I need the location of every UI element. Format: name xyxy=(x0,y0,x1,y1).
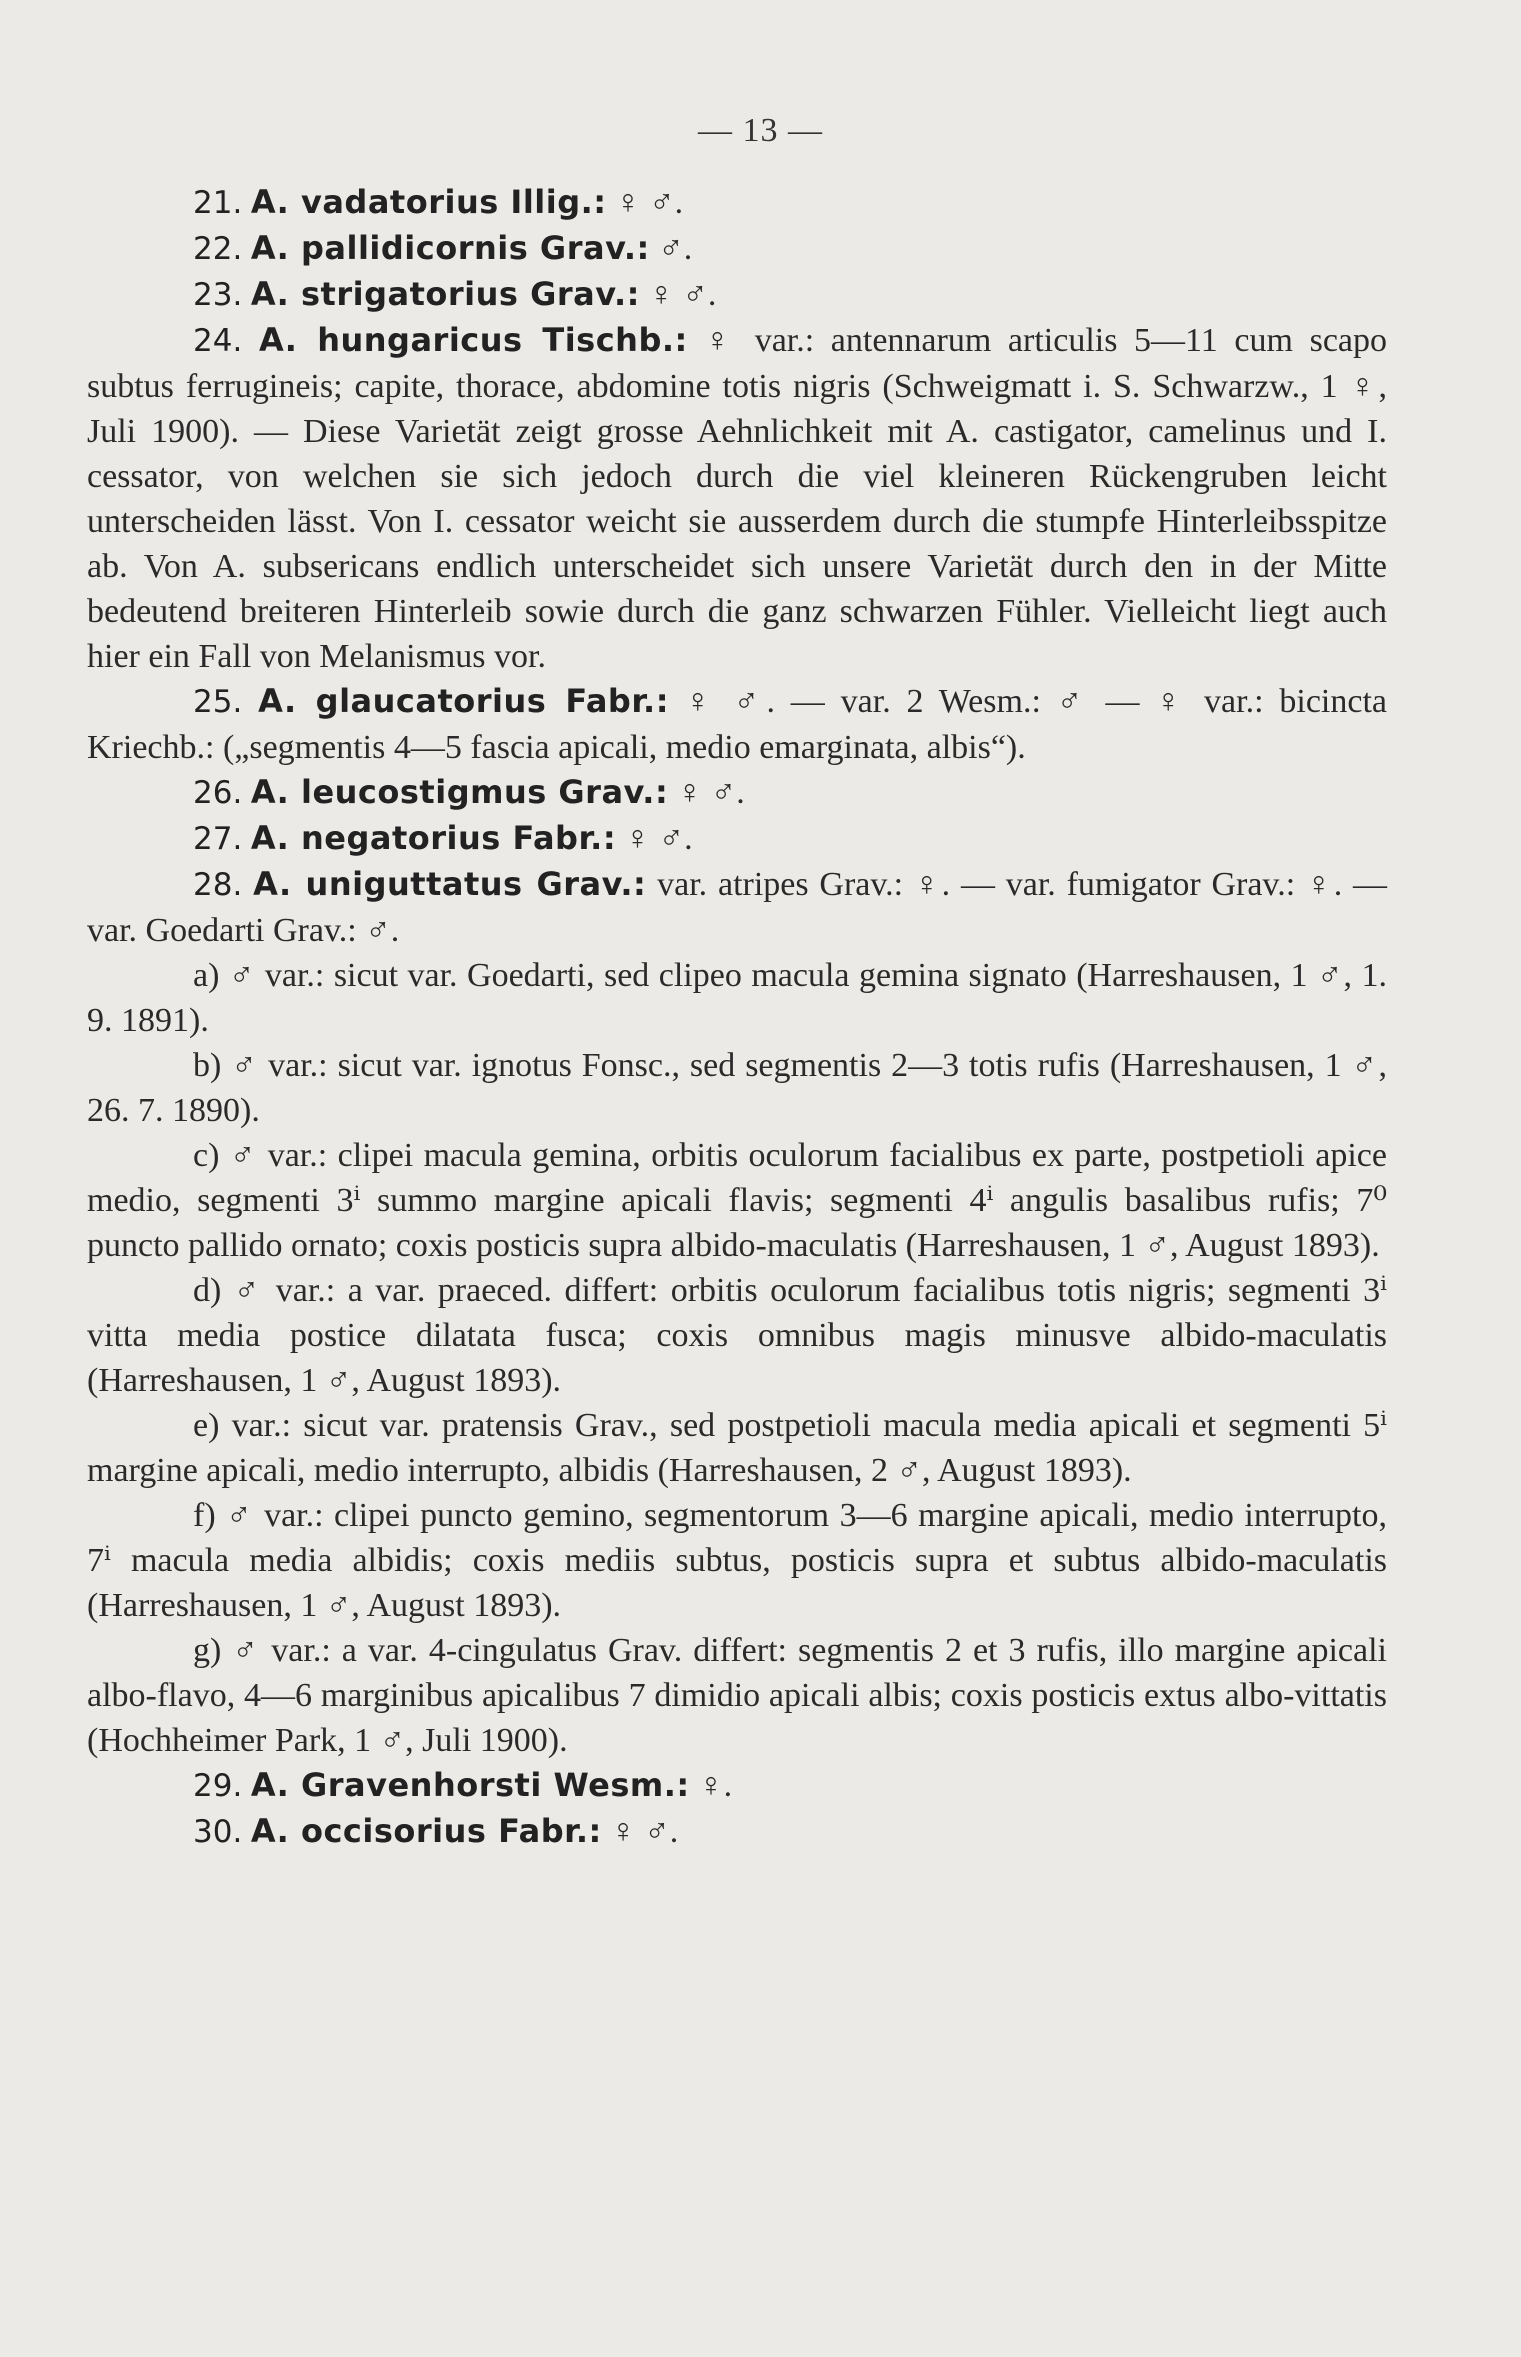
entry-text: ♀ ♂. xyxy=(606,184,684,221)
entry-number: 25. xyxy=(193,684,243,720)
species-name: A. uniguttatus Grav.: xyxy=(253,865,647,903)
entry-text: ♀ ♂. xyxy=(601,1813,679,1850)
variant-e: e) var.: sicut var. pratensis Grav., sed postpetioli macula media apicali et segmenti 5ⁱ margine apicali, medio interrupto, albidis (Harreshausen, 2 ♂, August 1893). xyxy=(87,1407,1387,1489)
species-name: A. pallidicornis Grav.: xyxy=(250,229,650,267)
species-entry-29 xyxy=(87,1763,1387,1809)
entry-text: ♂. xyxy=(649,230,693,267)
entry-number: 21. xyxy=(193,185,243,221)
page-number: — 13 — xyxy=(698,112,823,149)
species-name: A. hungaricus Tischb.: xyxy=(258,321,688,359)
entry-text: ♀. xyxy=(689,1767,733,1804)
entry-text: ♀ ♂. xyxy=(668,774,745,811)
entry-text: ♀ ♂. xyxy=(616,820,693,857)
entry-text: ♀ var.: antennarum articulis 5—11 cum scapo subtus ferrugineis; capite, thorace, abdomine totis nigris (Schweigmatt i. S. Schwarzw., 1 ♀, Juli 1900). — Diese Varietät zeigt grosse Aehnlichkeit mit A. castigator, camelinus und I. cessator, von welchen sie sich jedoch durch die viel kleineren Rückengruben leicht unterscheiden lässt. Von I. cessator weicht sie ausserdem durch die stumpfe Hinterleibsspitze ab. Von A. subsericans endlich unterscheidet sich unsere Varietät durch den in der Mitte bedeutend breiteren Hinterleib sowie durch die ganz schwarzen Fühler. Vielleicht liegt auch hier ein Fall von Melanismus vor. xyxy=(87,322,1387,675)
species-entry-24 xyxy=(87,318,1387,679)
species-name: A. strigatorius Grav.: xyxy=(250,275,640,313)
species-name: A. vadatorius Illig.: xyxy=(250,183,607,221)
entry-number: 29. xyxy=(193,1768,243,1804)
species-entry-26 xyxy=(87,770,1387,816)
species-name: A. leucostigmus Grav.: xyxy=(250,773,669,811)
species-entry-22 xyxy=(87,226,1387,272)
species-name: A. negatorius Fabr.: xyxy=(250,819,617,857)
entry-number: 30. xyxy=(193,1814,243,1850)
variant-c: c) ♂ var.: clipei macula gemina, orbitis oculorum facialibus ex parte, postpetioli apice medio, segmenti 3ⁱ summo margine apicali flavis; segmenti 4ⁱ angulis basalibus rufis; 7⁰ puncto pallido ornato; coxis posticis supra albido-maculatis (Harreshausen, 1 ♂, August 1893). xyxy=(87,1137,1387,1264)
variant-f: f) ♂ var.: clipei puncto gemino, segmentorum 3—6 margine apicali, medio interrupto, 7ⁱ macula media albidis; coxis mediis subtus, posticis supra et subtus albido-maculatis (Harreshausen, 1 ♂, August 1893). xyxy=(87,1497,1387,1624)
variant-a: a) ♂ var.: sicut var. Goedarti, sed clipeo macula gemina signato (Harreshausen, 1 ♂, 1. 9. 1891). xyxy=(87,957,1387,1039)
entry-number: 24. xyxy=(193,323,243,359)
entry-number: 27. xyxy=(193,821,243,857)
species-entry-21 xyxy=(87,180,1387,226)
page-body xyxy=(87,180,1387,1855)
entry-number: 22. xyxy=(193,231,243,267)
entry-text: ♀ ♂. — var. 2 Wesm.: ♂ — ♀ var.: bicincta Kriechb.: („segmentis 4—5 fascia apicali, medio emarginata, albis“). xyxy=(87,683,1387,766)
entry-number: 28. xyxy=(193,867,243,903)
species-entry-28 xyxy=(87,862,1387,953)
variant-g: g) ♂ var.: a var. 4-cingulatus Grav. differt: segmentis 2 et 3 rufis, illo margine apicali albo-flavo, 4—6 marginibus apicalibus 7 dimidio apicali albis; coxis posticis extus albo-vittatis (Hochheimer Park, 1 ♂, Juli 1900). xyxy=(87,1632,1387,1759)
species-entry-25 xyxy=(87,679,1387,770)
species-name: A. occisorius Fabr.: xyxy=(250,1812,602,1850)
variant-d: d) ♂ var.: a var. praeced. differt: orbitis oculorum facialibus totis nigris; segmenti 3ⁱ vitta media postice dilatata fusca; coxis omnibus magis minusve albido-maculatis (Harreshausen, 1 ♂, August 1893). xyxy=(87,1272,1387,1399)
species-name: A. Gravenhorsti Wesm.: xyxy=(250,1766,690,1804)
variant-b: b) ♂ var.: sicut var. ignotus Fonsc., sed segmentis 2—3 totis rufis (Harreshausen, 1 ♂, 26. 7. 1890). xyxy=(87,1047,1387,1129)
entry-number: 26. xyxy=(193,775,243,811)
entry-text: var. atripes Grav.: ♀. — var. fumigator Grav.: ♀. — var. Goedarti Grav.: ♂. xyxy=(87,866,1388,949)
species-entry-30 xyxy=(87,1809,1387,1855)
entry-text: ♀ ♂. xyxy=(639,276,717,313)
species-name: A. glaucatorius Fabr.: xyxy=(258,682,670,720)
species-entry-27 xyxy=(87,816,1387,862)
species-entry-23 xyxy=(87,272,1387,318)
entry-number: 23. xyxy=(193,277,243,313)
